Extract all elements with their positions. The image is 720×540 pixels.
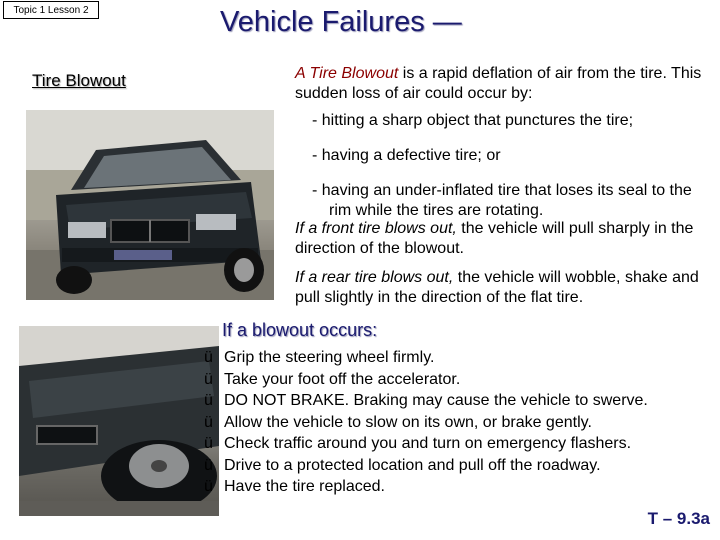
slide-title: Vehicle Failures — bbox=[220, 6, 462, 38]
rear-blowout-text: the vehicle will wobble, shake and pull slightly in the direction of the flat tire. bbox=[295, 269, 699, 306]
blowout-steps-list bbox=[204, 347, 714, 498]
step-item bbox=[204, 347, 714, 369]
step-text: Drive to a protected location and pull off the roadway. bbox=[224, 456, 601, 474]
step-item bbox=[204, 412, 714, 434]
step-text: Grip the steering wheel firmly. bbox=[224, 349, 435, 366]
step-item bbox=[204, 390, 714, 412]
check-icon: ü bbox=[204, 349, 213, 366]
causes-list bbox=[312, 111, 712, 236]
check-icon: ü bbox=[204, 392, 213, 409]
slide-subtitle: Tire Blowout bbox=[32, 71, 126, 90]
topic-label: Topic 1 Lesson 2 bbox=[3, 1, 99, 19]
cause-item: - hitting a sharp object that punctures the tire; bbox=[312, 112, 634, 129]
step-text: DO NOT BRAKE. Braking may cause the vehicle to swerve. bbox=[224, 392, 648, 409]
cause-item: - having an under-inflated tire that loses its seal to the rim while the tires are rotating. bbox=[312, 182, 692, 219]
rear-blowout-paragraph bbox=[295, 268, 715, 308]
front-blowout-lead: If a front tire blows out, bbox=[295, 220, 457, 237]
step-text: Allow the vehicle to slow on its own, or brake gently. bbox=[224, 413, 592, 431]
check-icon: ü bbox=[204, 456, 213, 474]
front-blowout-text: the vehicle will pull sharply in the direction of the blowout. bbox=[295, 220, 694, 257]
step-text: Have the tire replaced. bbox=[224, 478, 385, 495]
intro-term: A Tire Blowout bbox=[295, 65, 399, 82]
check-icon: ü bbox=[204, 435, 213, 452]
flat-tire-photo bbox=[19, 326, 219, 516]
check-icon: ü bbox=[204, 370, 213, 388]
step-text: Take your foot off the accelerator. bbox=[224, 370, 461, 388]
step-item bbox=[204, 433, 714, 455]
step-item bbox=[204, 369, 714, 391]
blowout-steps-heading: If a blowout occurs: bbox=[222, 320, 378, 340]
front-blowout-paragraph bbox=[295, 219, 715, 259]
step-text: Check traffic around you and turn on emergency flashers. bbox=[224, 435, 632, 452]
step-item bbox=[204, 455, 714, 477]
intro-text: is a rapid deflation of air from the tire. This sudden loss of air could occur by: bbox=[295, 65, 702, 102]
car-front-photo bbox=[26, 110, 274, 300]
check-icon: ü bbox=[204, 478, 213, 495]
rear-blowout-lead: If a rear tire blows out, bbox=[295, 269, 454, 286]
check-icon: ü bbox=[204, 413, 213, 431]
cause-item: - having a defective tire; or bbox=[312, 147, 501, 164]
step-item bbox=[204, 476, 714, 498]
slide-code: T – 9.3a bbox=[647, 509, 710, 528]
intro-paragraph bbox=[295, 64, 705, 104]
